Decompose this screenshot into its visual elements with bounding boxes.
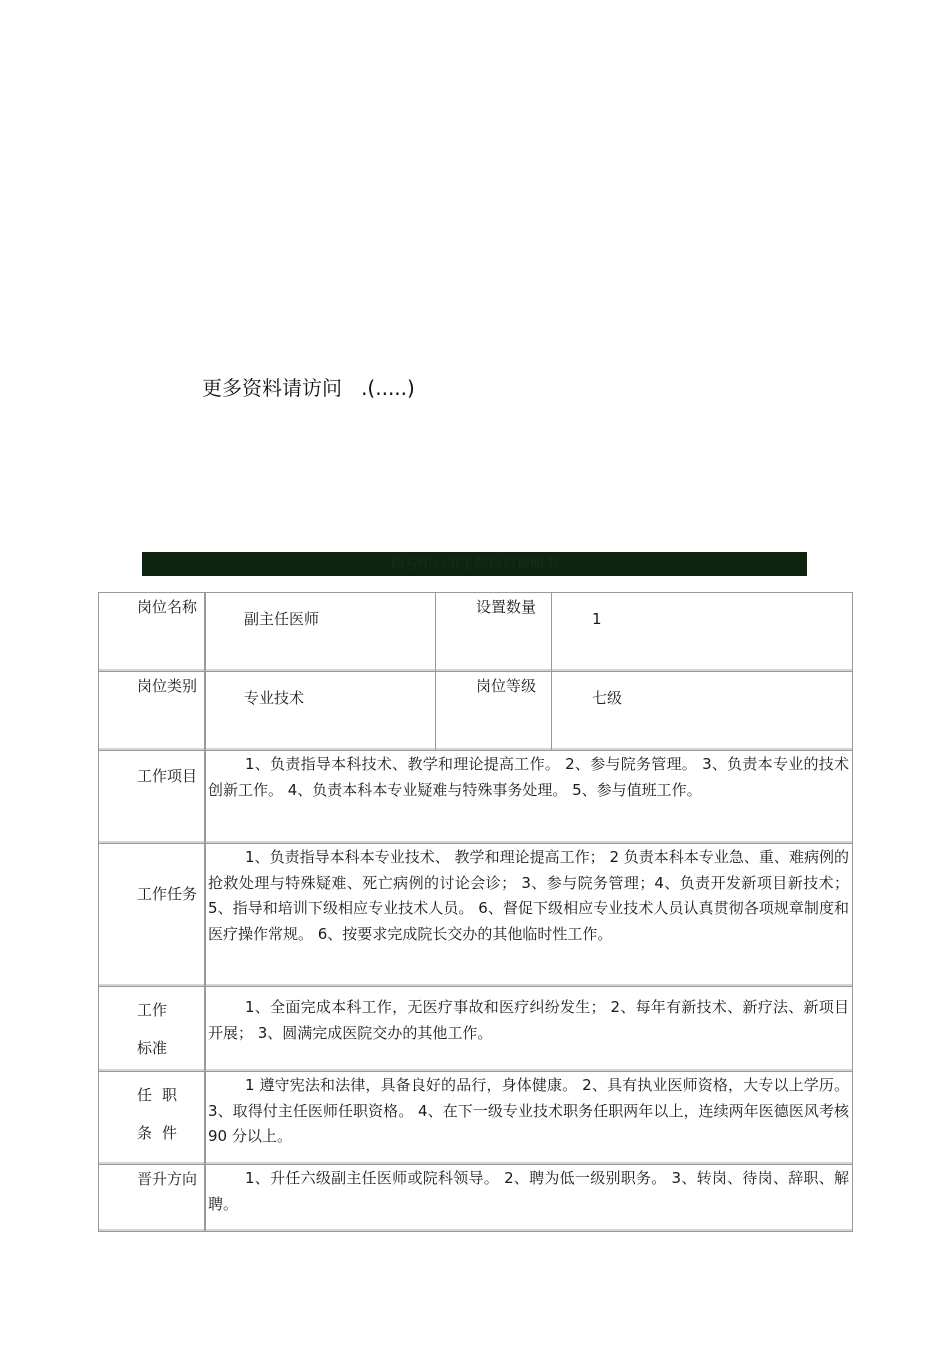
position-name-label: 岗位名称 — [137, 598, 198, 616]
work-standard-label — [99, 989, 202, 1067]
table-row — [99, 987, 853, 1072]
table-row — [99, 751, 853, 844]
label-cell — [99, 751, 206, 844]
table-row — [99, 672, 853, 751]
work-items-label: 工作项目 — [137, 767, 198, 785]
label-cell — [99, 1072, 206, 1165]
table-row — [99, 593, 853, 672]
job-description-table — [98, 592, 853, 1232]
label-cell — [99, 672, 206, 751]
position-category-label: 岗位类别 — [137, 677, 198, 695]
promotion-content: 1、升任六级副主任医师或院科领导。 2、聘为低一级别职务。 3、转岗、待岗、辞职、解聘。 — [206, 1165, 853, 1232]
work-standard-label-line1: 工作 — [137, 1001, 168, 1019]
work-standard-content: 1、全面完成本科工作，无医疗事故和医疗纠纷发生； 2、每年有新技术、新疗法、新项目开展； 3、圆满完成医院交办的其他工作。 — [206, 987, 853, 1072]
work-standard-label-line2: 标准 — [137, 1039, 168, 1057]
position-category-value: 专业技术 — [206, 672, 436, 751]
qualifications-content: 1 遵守宪法和法律，具备良好的品行，身体健康。 2、具有执业医师资格，大专以上学历。 3、取得付主任医师任职资格。 4、在下一级专业技术职务任职两年以上，连续两年医德医风考核 90 分以上。 — [206, 1072, 853, 1165]
headcount-value: 1 — [552, 593, 853, 672]
work-tasks-label: 工作任务 — [137, 885, 198, 903]
qualifications-label-line2: 条件 — [137, 1124, 188, 1142]
label-cell — [99, 1165, 206, 1232]
label-cell — [99, 987, 206, 1072]
qualifications-label-line1: 任职 — [137, 1086, 188, 1104]
headcount-label: 设置数量 — [436, 593, 552, 672]
work-tasks-content: 1、负责指导本科本专业技术、 教学和理论提高工作； 2 负责本科本专业急、重、难病例的抢救处理与特殊疑难、死亡病例的讨论会诊； 3、参与院务管理；4、负责开发新项目新技术； 5、指导和培训下级相应专业技术人员。 6、督促下级相应专业技术人员认真贯彻各项规章制度和医疗操作常规。 6、按要求完成院长交办的其他临时性工作。 — [206, 844, 853, 987]
work-items-content: 1、负责指导本科技术、教学和理论提高工作。 2、参与院务管理。 3、负责本专业的技术创新工作。 4、负责本科本专业疑难与特殊事务处理。 5、参与值班工作。 — [206, 751, 853, 844]
more-info-notice: 更多资料请访问 .(.....) — [202, 376, 415, 400]
table-row — [99, 1072, 853, 1165]
label-cell — [99, 844, 206, 987]
label-cell — [99, 593, 206, 672]
document-title-bar: 西营中心卫生院岗位说明书 — [142, 552, 807, 576]
promotion-label: 晋升方向 — [137, 1170, 198, 1188]
position-grade-value: 七级 — [552, 672, 853, 751]
table-row — [99, 844, 853, 987]
position-grade-label: 岗位等级 — [436, 672, 552, 751]
qualifications-label — [99, 1074, 202, 1152]
position-name-value: 副主任医师 — [206, 593, 436, 672]
table-row — [99, 1165, 853, 1232]
